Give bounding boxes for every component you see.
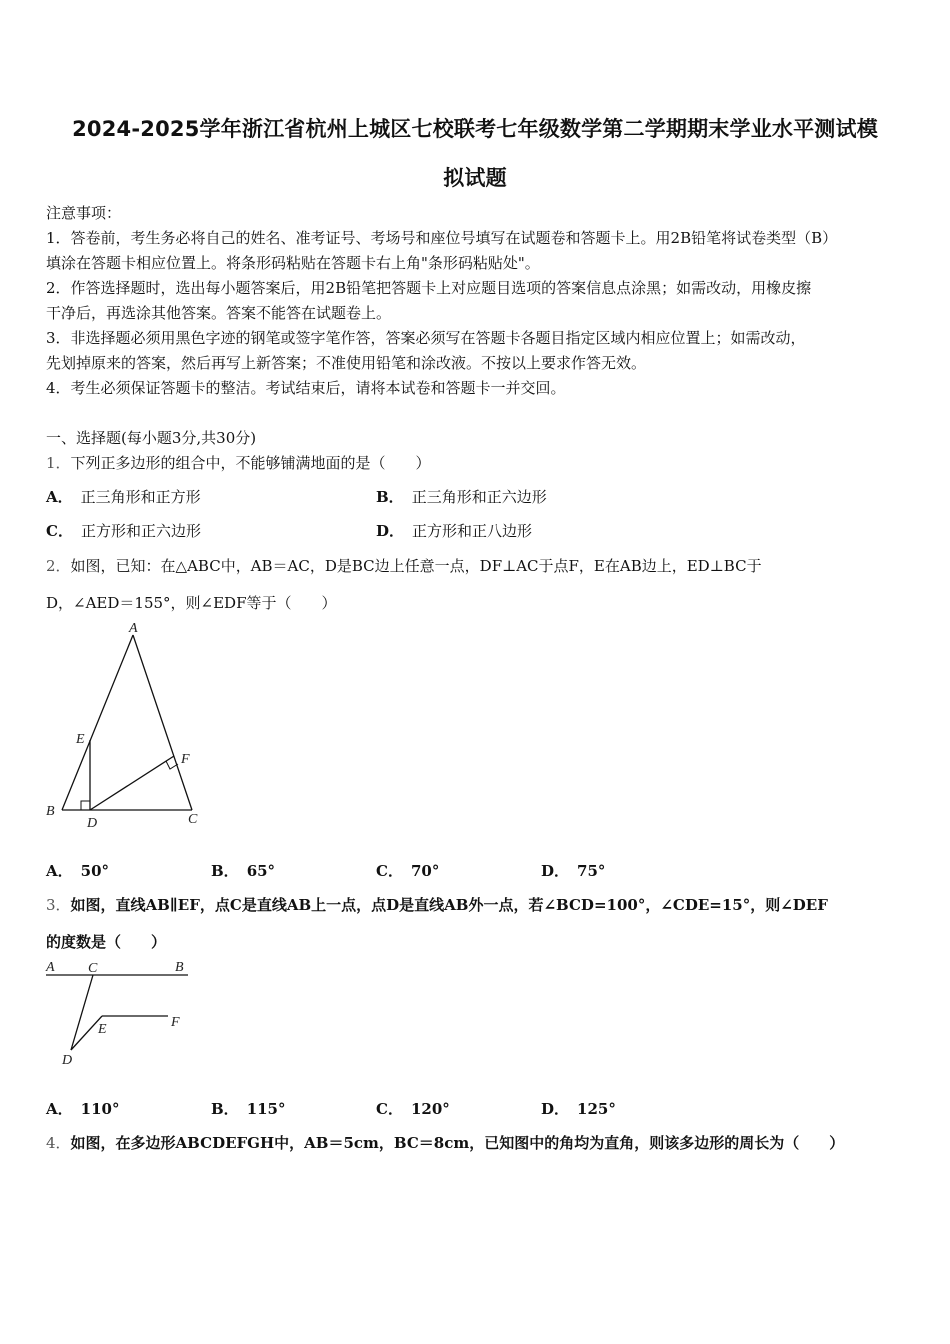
exam-title-line1: 2024-2025学年浙江省杭州上城区七校联考七年级数学第二学期期末学业水平测试模 <box>72 117 878 141</box>
label-e: E <box>76 732 85 747</box>
q3-option-a[interactable] <box>46 1098 119 1119</box>
label-f: F <box>171 1015 180 1030</box>
question-number: 2． <box>46 557 71 575</box>
option-text: 50° <box>80 862 110 880</box>
notice-line: 3．非选择题必须用黑色字迹的钢笔或签字笔作答，答案必须写在答题卡各题目指定区域内相应位置上；如需改动， <box>46 329 806 347</box>
option-text: 75° <box>577 862 606 880</box>
option-text: 70° <box>410 862 440 880</box>
q2-option-b[interactable] <box>211 860 275 881</box>
q1-option-c[interactable] <box>46 520 201 541</box>
option-label: B． <box>376 488 404 506</box>
segment-df <box>90 756 174 810</box>
option-text: 115° <box>246 1100 286 1118</box>
option-text: 120° <box>410 1100 450 1118</box>
notice-line: 填涂在答题卡相应位置上。将条形码粘贴在答题卡右上角"条形码粘贴处"。 <box>46 254 540 272</box>
option-text: 110° <box>80 1100 120 1118</box>
label-b: B <box>46 804 55 819</box>
option-label: B． <box>211 862 239 880</box>
option-label: C． <box>376 862 403 880</box>
label-c: C <box>88 961 98 976</box>
label-e: E <box>98 1022 107 1037</box>
label-a: A <box>129 621 138 636</box>
q2-triangle-figure <box>40 615 215 835</box>
question-2-continued: D，∠AED＝155°，则∠EDF等于（ ） <box>46 594 337 612</box>
question-3-continued: 的度数是（ ） <box>46 933 167 951</box>
q1-option-b[interactable] <box>376 486 547 507</box>
q1-option-a[interactable] <box>46 486 201 507</box>
q3-option-c[interactable] <box>376 1098 450 1119</box>
q3-parallel-lines-figure <box>40 955 200 1070</box>
segment-ac <box>133 635 192 810</box>
question-number: 1． <box>46 454 71 472</box>
notice-line: 干净后，再选涂其他答案。答案不能答在试题卷上。 <box>46 304 392 322</box>
question-number: 3． <box>46 896 71 914</box>
question-text: 如图，直线AB∥EF，点C是直线AB上一点，点D是直线AB外一点，若∠BCD=100°，∠CDE=15°，则∠DEF <box>70 896 828 914</box>
option-label: D． <box>541 1100 570 1118</box>
exam-title-line2: 拟试题 <box>443 166 507 190</box>
option-text: 正三角形和正方形 <box>80 488 201 506</box>
question-2 <box>46 555 762 576</box>
label-b: B <box>175 960 184 975</box>
option-label: A． <box>46 1100 73 1118</box>
option-label: C． <box>46 522 73 540</box>
right-angle-mark-d <box>81 801 90 810</box>
option-label: D． <box>376 522 405 540</box>
label-d: D <box>87 816 98 831</box>
notice-heading: 注意事项： <box>46 204 122 222</box>
option-text: 正三角形和正六边形 <box>411 488 547 506</box>
question-number: 4． <box>46 1134 71 1152</box>
question-text: 下列正多边形的组合中，不能够铺满地面的是（ ） <box>70 454 431 472</box>
option-text: 65° <box>246 862 276 880</box>
option-label: B． <box>211 1100 239 1118</box>
question-text: 如图，已知：在△ABC中，AB＝AC，D是BC边上任意一点，DF⊥AC于点F，E在AB边上，ED⊥BC于 <box>70 557 762 575</box>
notice-line: 4．考生必须保证答题卡的整洁。考试结束后，请将本试卷和答题卡一并交回。 <box>46 379 566 397</box>
notice-line: 1．答卷前，考生务必将自己的姓名、准考证号、考场号和座位号填写在试题卷和答题卡上。用2B铅笔将试卷类型（B） <box>46 229 838 247</box>
notice-line: 2．作答选择题时，选出每小题答案后，用2B铅笔把答题卡上对应题目选项的答案信息点涂黑；如需改动，用橡皮擦 <box>46 279 812 297</box>
label-a: A <box>46 960 55 975</box>
q2-option-d[interactable] <box>541 860 605 881</box>
question-3 <box>46 894 828 915</box>
option-label: C． <box>376 1100 403 1118</box>
option-label: A． <box>46 862 73 880</box>
option-text: 125° <box>577 1100 616 1118</box>
q2-option-a[interactable] <box>46 860 109 881</box>
section-heading: 一、选择题(每小题3分,共30分) <box>46 429 257 447</box>
question-text: 如图，在多边形ABCDEFGH中，AB＝5cm，BC＝8cm，已知图中的角均为直角，则该多边形的周长为（ ） <box>70 1134 845 1152</box>
q3-option-b[interactable] <box>211 1098 286 1119</box>
q2-option-c[interactable] <box>376 860 439 881</box>
option-label: A． <box>46 488 73 506</box>
label-d: D <box>62 1053 73 1068</box>
label-f: F <box>181 752 190 767</box>
segment-ab <box>62 635 133 810</box>
question-1 <box>46 452 431 473</box>
option-text: 正方形和正八边形 <box>412 522 533 540</box>
label-c: C <box>188 812 198 827</box>
question-4 <box>46 1132 844 1153</box>
q3-option-d[interactable] <box>541 1098 616 1119</box>
q1-option-d[interactable] <box>376 520 532 541</box>
option-text: 正方形和正六边形 <box>80 522 201 540</box>
option-label: D． <box>541 862 570 880</box>
notice-line: 先划掉原来的答案，然后再写上新答案；不准使用铅笔和涂改液。不按以上要求作答无效。 <box>46 354 647 372</box>
